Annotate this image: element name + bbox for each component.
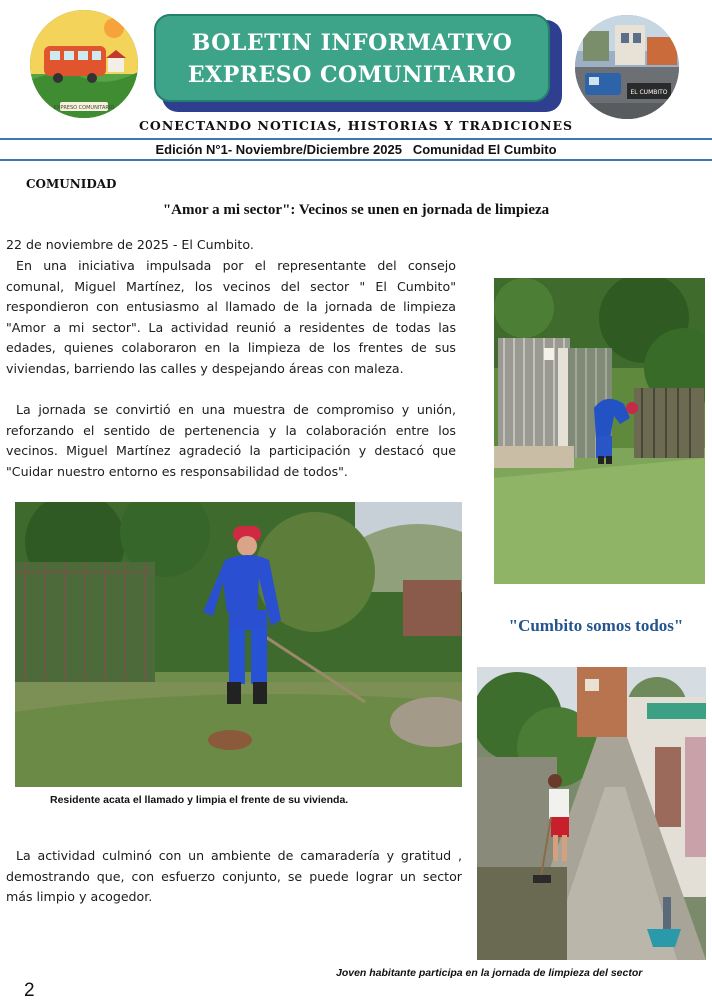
header-rule-bottom [0,159,712,161]
logo-banner-text: EXPRESO COMUNITARIO [53,105,115,111]
article-paragraph-1: En una iniciativa impulsada por el representante del consejo comunal, Miguel Martínez, los vecinos del sector " El Cumbito" respondieron con entusiasmo al llamado de la jornada de limpieza "Amor a mi sector". La actividad reunió a residentes de todas las edades, quienes colaboraron en la limpieza de los frentes de sus viviendas, barriendo las calles y despejando áreas con maleza. [6,258,456,376]
newsletter-title-line2: EXPRESO COMUNITARIO [187,62,517,88]
photo-gate-cleaning [494,278,705,584]
section-label: COMUNIDAD [26,177,117,191]
article-paragraph-2: La jornada se convirtió en una muestra de compromiso y unión, reforzando el sentido de pertenencia y la colaboración entre los vecinos. Miguel Martínez agradeció la participación y destacó que "Cuidar nuestro entorno es responsabilidad de todos". [6,402,456,479]
title-box [154,14,550,102]
photo-resident-cleaning [15,502,462,787]
article-headline: "Amor a mi sector": Vecinos se unen en jornada de limpieza [162,202,550,218]
community-name: Comunidad El Cumbito [412,142,557,157]
newsletter-logo [30,10,138,118]
article-dateline: 22 de noviembre de 2025 - El Cumbito. [6,237,254,252]
photo-street-sweeping [477,667,706,960]
caption-street-photo: Joven habitante participa en la jornada de limpieza del sector [336,967,643,979]
newsletter-title: BOLETIN INFORMATIVO [191,30,513,56]
page-number: 2 [24,980,35,1001]
community-photo [575,15,679,119]
pull-quote: "Cumbito somos todos" [508,616,684,635]
header-rule-top [0,138,712,140]
newsletter-tagline: CONECTANDO NOTICIAS, HISTORIAS Y TRADICIONES [138,118,573,133]
edition-number: Edición N°1- Noviembre/Diciembre 2025 [155,142,402,157]
article-paragraph-3: La actividad culminó con un ambiente de camaradería y gratitud , demostrando que, con esfuerzo conjunto, se puede lograr un sector más limpio y acogedor. [6,848,462,904]
caption-main-photo: Residente acata el llamado y limpia el frente de su vivienda. [50,794,349,806]
edition-line [0,142,712,157]
community-sign-text: EL CUMBITO [630,89,668,96]
